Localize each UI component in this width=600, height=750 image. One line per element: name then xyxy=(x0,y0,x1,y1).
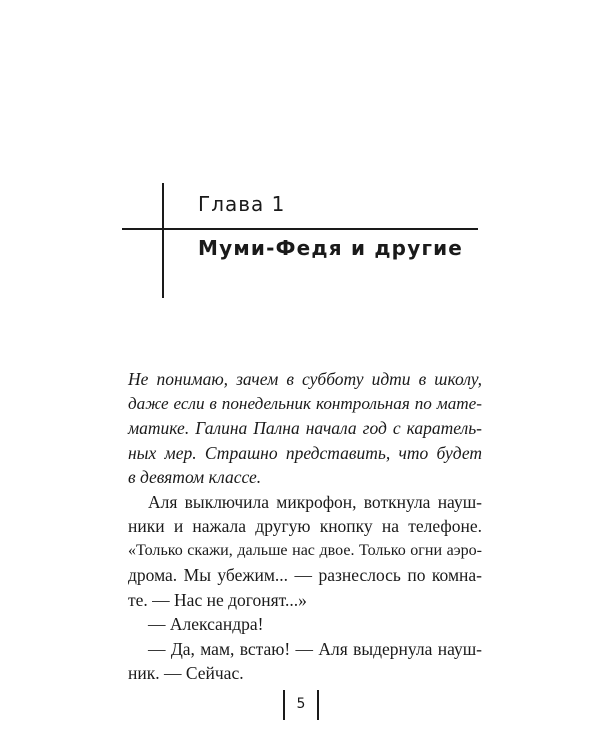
text-line: ных мер. Страшно представить, что будет xyxy=(128,442,482,463)
text-line: — Александра! xyxy=(148,614,264,634)
text-line: те. — Нас не догонят...» xyxy=(128,589,307,610)
text-line: — Да, мам, встаю! — Аля выдернула науш- xyxy=(148,638,482,659)
text-line: Не понимаю, зачем в субботу идти в школу, xyxy=(128,369,482,389)
chapter-vertical-rule xyxy=(162,183,164,298)
text-line: дрома. Мы убежим... — разнеслось по комна- xyxy=(128,565,482,585)
text-line: в девятом классе. xyxy=(128,467,262,487)
page-number: 5 xyxy=(296,696,306,712)
chapter-title: Муми-Федя и другие xyxy=(198,236,464,260)
chapter-horizontal-rule xyxy=(122,228,478,230)
chapter-label: Глава 1 xyxy=(198,192,286,216)
text-line: даже если в понедельник контрольная по мате- xyxy=(128,393,482,413)
folio-right-rule xyxy=(317,690,319,720)
folio-left-rule xyxy=(283,690,285,720)
text-line: Аля выключила микрофон, воткнула науш- xyxy=(148,491,482,512)
text-line: ники и нажала другую кнопку на телефоне. xyxy=(128,516,482,536)
text-line: «Только скажи, дальше нас двое. Только огни аэро- xyxy=(128,541,482,559)
body-text xyxy=(128,367,482,686)
text-line: ник. — Сейчас. xyxy=(128,663,244,683)
text-line: матике. Галина Пална начала год с каратель- xyxy=(128,418,482,438)
